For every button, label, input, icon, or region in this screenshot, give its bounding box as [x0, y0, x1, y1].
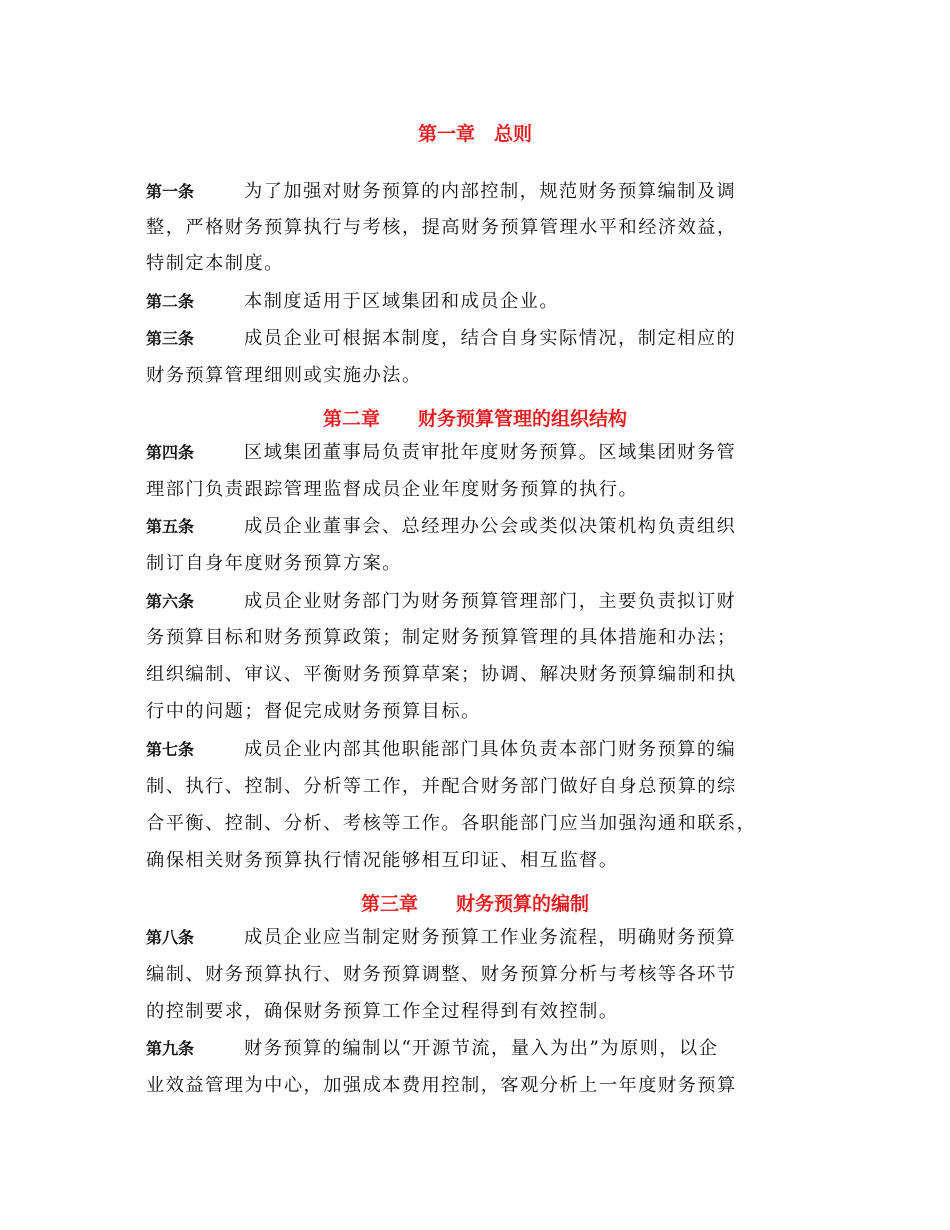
article-5-line-2: 制订自身年度财务预算方案。	[146, 553, 402, 574]
article-7-line-3: 合平衡、控制、分析、考核等工作。各职能部门应当加强沟通和联系，	[146, 813, 757, 834]
article-9-text-1: 财务预算的编制以“开源节流，量入为出”为原则，以企	[244, 1038, 719, 1059]
article-5-line-1	[146, 515, 736, 539]
article-6-line-3: 组织编制、审议、平衡财务预算草案；协调、解决财务预算编制和执	[146, 664, 737, 685]
article-8-line-2: 编制、财务预算执行、财务预算调整、财务预算分析与考核等各环节	[146, 964, 737, 985]
article-1-line-3: 特制定本制度。	[146, 253, 284, 274]
article-1-line-1	[146, 180, 736, 204]
chapter-1-title: 第一章 总则	[417, 123, 532, 145]
chapter-2-title: 第二章 财务预算管理的组织结构	[322, 408, 627, 430]
article-4-line-2: 理部门负责跟踪管理监督成员企业年度财务预算的执行。	[146, 479, 639, 500]
article-9-line-1	[146, 1037, 718, 1061]
article-7-line-4: 确保相关财务预算执行情况能够相互印证、相互监督。	[146, 850, 619, 871]
chapter-3-title: 第三章 财务预算的编制	[360, 893, 589, 915]
article-3-text-1: 成员企业可根据本制度，结合自身实际情况，制定相应的	[244, 328, 737, 349]
article-2-line-1	[146, 290, 559, 314]
article-7-line-2: 制、执行、控制、分析等工作，并配合财务部门做好自身总预算的综	[146, 776, 737, 797]
article-6-label: 第六条	[146, 592, 195, 611]
article-9-line-2: 业效益管理为中心，加强成本费用控制，客观分析上一年度财务预算	[146, 1075, 737, 1096]
article-4-label: 第四条	[146, 443, 195, 462]
article-4-line-1	[146, 441, 736, 465]
article-7-label: 第七条	[146, 740, 195, 759]
article-3-line-2: 财务预算管理细则或实施办法。	[146, 365, 422, 386]
article-8-line-3: 的控制要求，确保财务预算工作全过程得到有效控制。	[146, 1001, 619, 1022]
article-1-text-1: 为了加强对财务预算的内部控制，规范财务预算编制及调	[244, 181, 737, 202]
article-7-text-1: 成员企业内部其他职能部门具体负责本部门财务预算的编	[244, 739, 737, 760]
article-1-label: 第一条	[146, 182, 195, 201]
article-6-line-2: 务预算目标和财务预算政策；制定财务预算管理的具体措施和办法；	[146, 627, 737, 648]
article-8-label: 第八条	[146, 928, 195, 947]
article-6-line-4: 行中的问题；督促完成财务预算目标。	[146, 701, 481, 722]
article-1-line-2: 整，严格财务预算执行与考核，提高财务预算管理水平和经济效益，	[146, 217, 737, 238]
article-8-line-1	[146, 926, 736, 950]
article-8-text-1: 成员企业应当制定财务预算工作业务流程，明确财务预算	[244, 927, 737, 948]
article-3-line-1	[146, 327, 736, 351]
article-2-label: 第二条	[146, 292, 195, 311]
article-5-label: 第五条	[146, 517, 195, 536]
article-4-text-1: 区域集团董事局负责审批年度财务预算。区域集团财务管	[244, 442, 737, 463]
article-6-line-1	[146, 590, 736, 614]
article-9-label: 第九条	[146, 1039, 195, 1058]
article-7-line-1	[146, 738, 736, 762]
article-3-label: 第三条	[146, 329, 195, 348]
article-2-text-1: 本制度适用于区域集团和成员企业。	[244, 291, 560, 312]
article-5-text-1: 成员企业董事会、总经理办公会或类似决策机构负责组织	[244, 516, 737, 537]
article-6-text-1: 成员企业财务部门为财务预算管理部门，主要负责拟订财	[244, 591, 737, 612]
